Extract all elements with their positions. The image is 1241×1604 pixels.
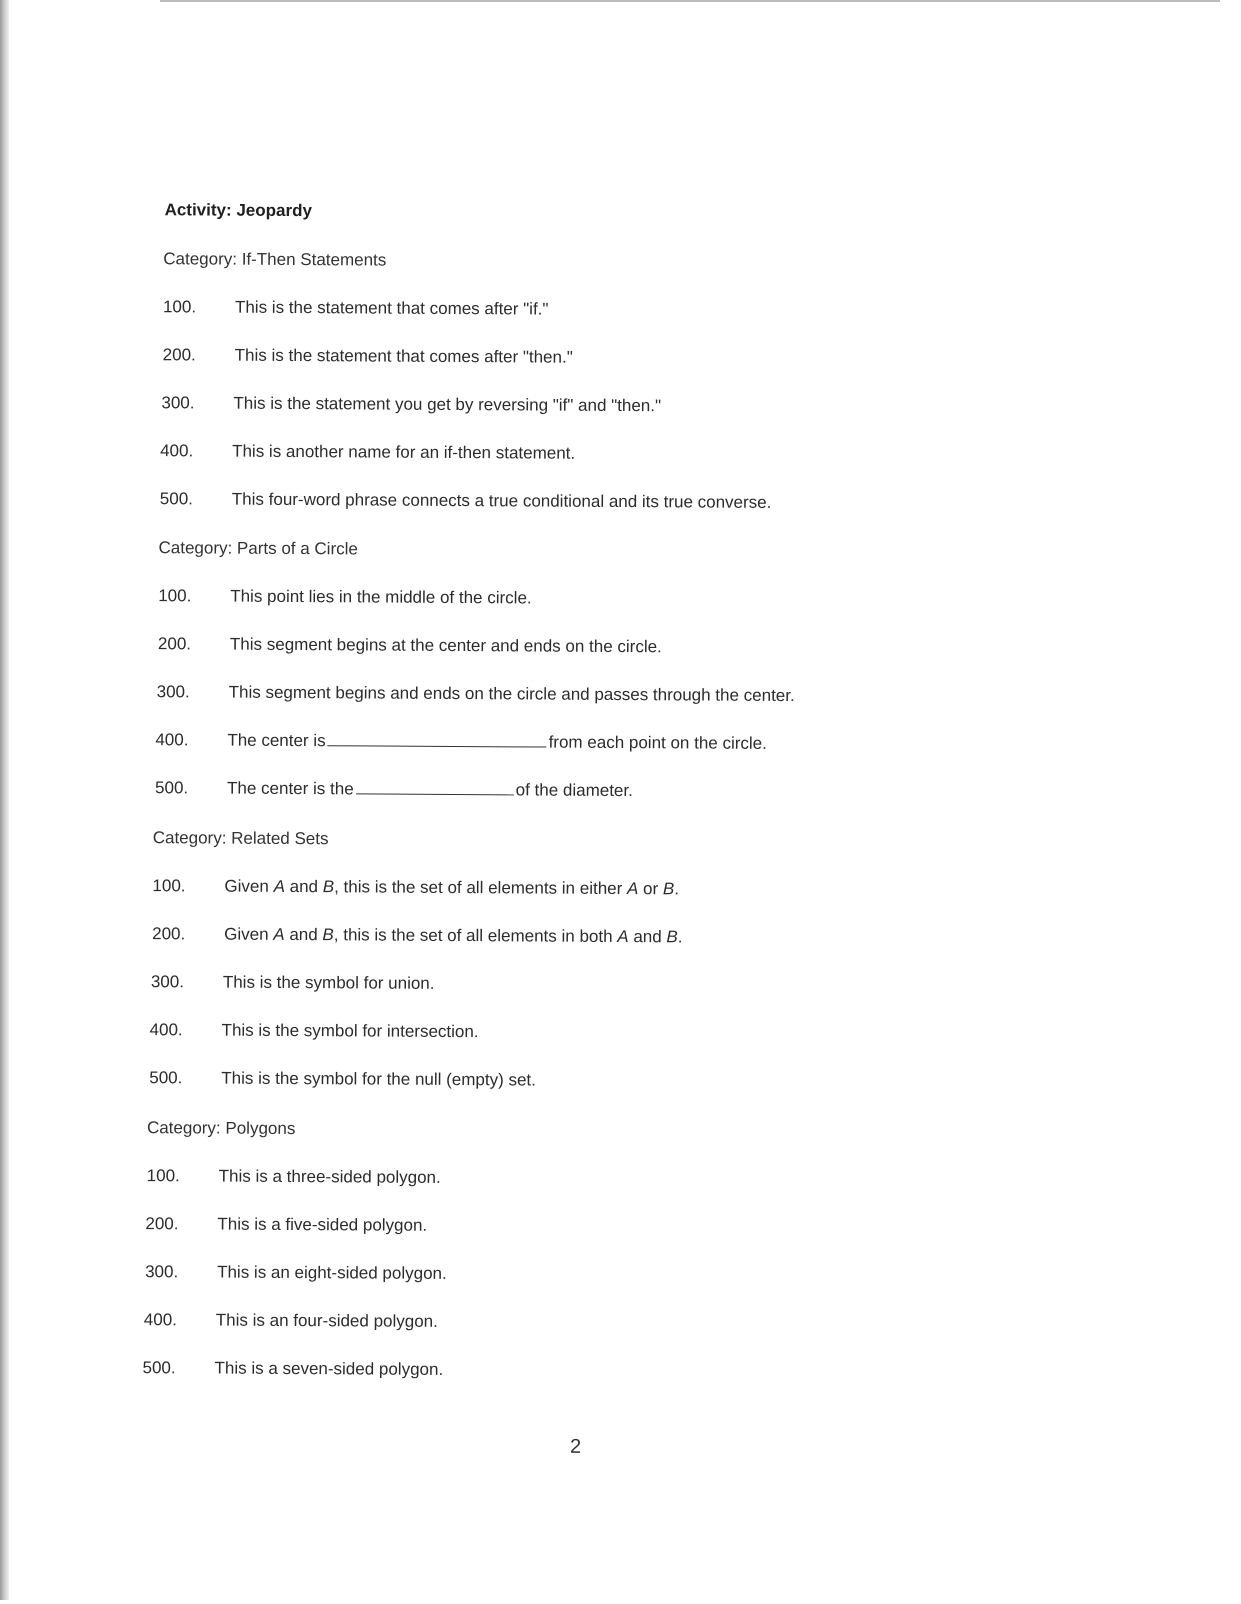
question-row: [147, 1166, 441, 1188]
question-text-before-blank: The center is the: [227, 778, 354, 799]
page-number: 2: [569, 1435, 582, 1458]
point-value: 400.: [143, 1310, 177, 1330]
point-value: 300.: [150, 972, 185, 992]
point-value: 100.: [158, 586, 192, 606]
point-value: 500.: [142, 1358, 176, 1378]
question-text-after-blank: from each point on the circle.: [548, 732, 767, 753]
question-text: This is the symbol for union.: [222, 972, 435, 993]
question-text: This is an eight-sided polygon.: [217, 1262, 447, 1283]
question-row: [145, 1214, 427, 1236]
point-value: 400.: [160, 441, 194, 461]
category-heading-circle: Category: Parts of a Circle: [158, 538, 358, 559]
question-text-before-blank: The center is: [227, 730, 326, 751]
question-text: This segment begins and ends on the circle and passes through the center.: [228, 682, 795, 706]
point-value: 500.: [155, 778, 189, 798]
question-text: This is the statement that comes after "if.": [234, 297, 549, 319]
point-value: 200.: [162, 345, 196, 365]
question-row: [151, 972, 435, 994]
question-row: [158, 586, 532, 608]
point-value: 400.: [149, 1020, 183, 1040]
question-row: [163, 297, 549, 319]
question-row: [160, 441, 575, 464]
question-row: [142, 1358, 443, 1380]
question-row: [152, 876, 679, 899]
question-row: [150, 1020, 479, 1042]
question-text-after-blank: of the diameter.: [515, 780, 633, 801]
point-value: 300.: [156, 682, 190, 702]
category-heading-polygons: Category: Polygons: [146, 1118, 296, 1139]
point-value: 300.: [161, 393, 195, 413]
question-text: This is a three-sided polygon.: [218, 1166, 441, 1187]
question-row: [161, 393, 661, 416]
point-value: 500.: [159, 489, 193, 509]
point-value: 500.: [149, 1068, 183, 1088]
point-value: 100.: [152, 876, 186, 896]
question-row: [163, 345, 573, 368]
question-text: This is the statement that comes after "then.": [234, 345, 573, 367]
point-value: 400.: [155, 730, 189, 750]
question-row: [160, 489, 772, 513]
question-text: This is the symbol for intersection.: [221, 1020, 479, 1042]
question-text: This is a five-sided polygon.: [217, 1214, 428, 1235]
question-text: This is another name for an if-then statement.: [232, 441, 576, 463]
question-row: [152, 924, 682, 947]
fill-in-blank: [356, 779, 514, 795]
point-value: 300.: [145, 1262, 179, 1282]
question-row: [145, 1262, 447, 1284]
point-value: 200.: [157, 634, 192, 654]
question-text: This point lies in the middle of the circle.: [230, 586, 532, 608]
question-row: [144, 1310, 438, 1332]
question-text: This is a seven-sided polygon.: [214, 1358, 444, 1379]
point-value: 200.: [145, 1214, 179, 1234]
fill-in-blank: [328, 731, 547, 747]
question-text: This four-word phrase connects a true conditional and its true converse.: [231, 489, 772, 512]
question-row: [155, 778, 633, 801]
question-text: This is the symbol for the null (empty) set.: [221, 1068, 536, 1090]
question-text: This is an four-sided polygon.: [215, 1310, 438, 1331]
question-text: Given A and B, this is the set of all elements in either A or B.: [224, 876, 680, 899]
question-text: Given A and B, this is the set of all elements in both A and B.: [224, 924, 683, 947]
point-value: 100.: [146, 1166, 180, 1186]
point-value: 100.: [162, 297, 197, 317]
activity-title: Activity: Jeopardy: [164, 200, 313, 221]
question-row: [158, 634, 662, 657]
question-text: This segment begins at the center and ends on the circle.: [229, 634, 662, 657]
point-value: 200.: [152, 924, 186, 944]
question-text: This is the statement you get by reversing "if" and "then.": [233, 393, 662, 416]
category-heading-if-then: Category: If-Then Statements: [163, 249, 387, 270]
question-row: [157, 682, 795, 706]
question-row: [149, 1068, 536, 1090]
category-heading-sets: Category: Related Sets: [152, 828, 329, 849]
question-row: [155, 730, 767, 754]
